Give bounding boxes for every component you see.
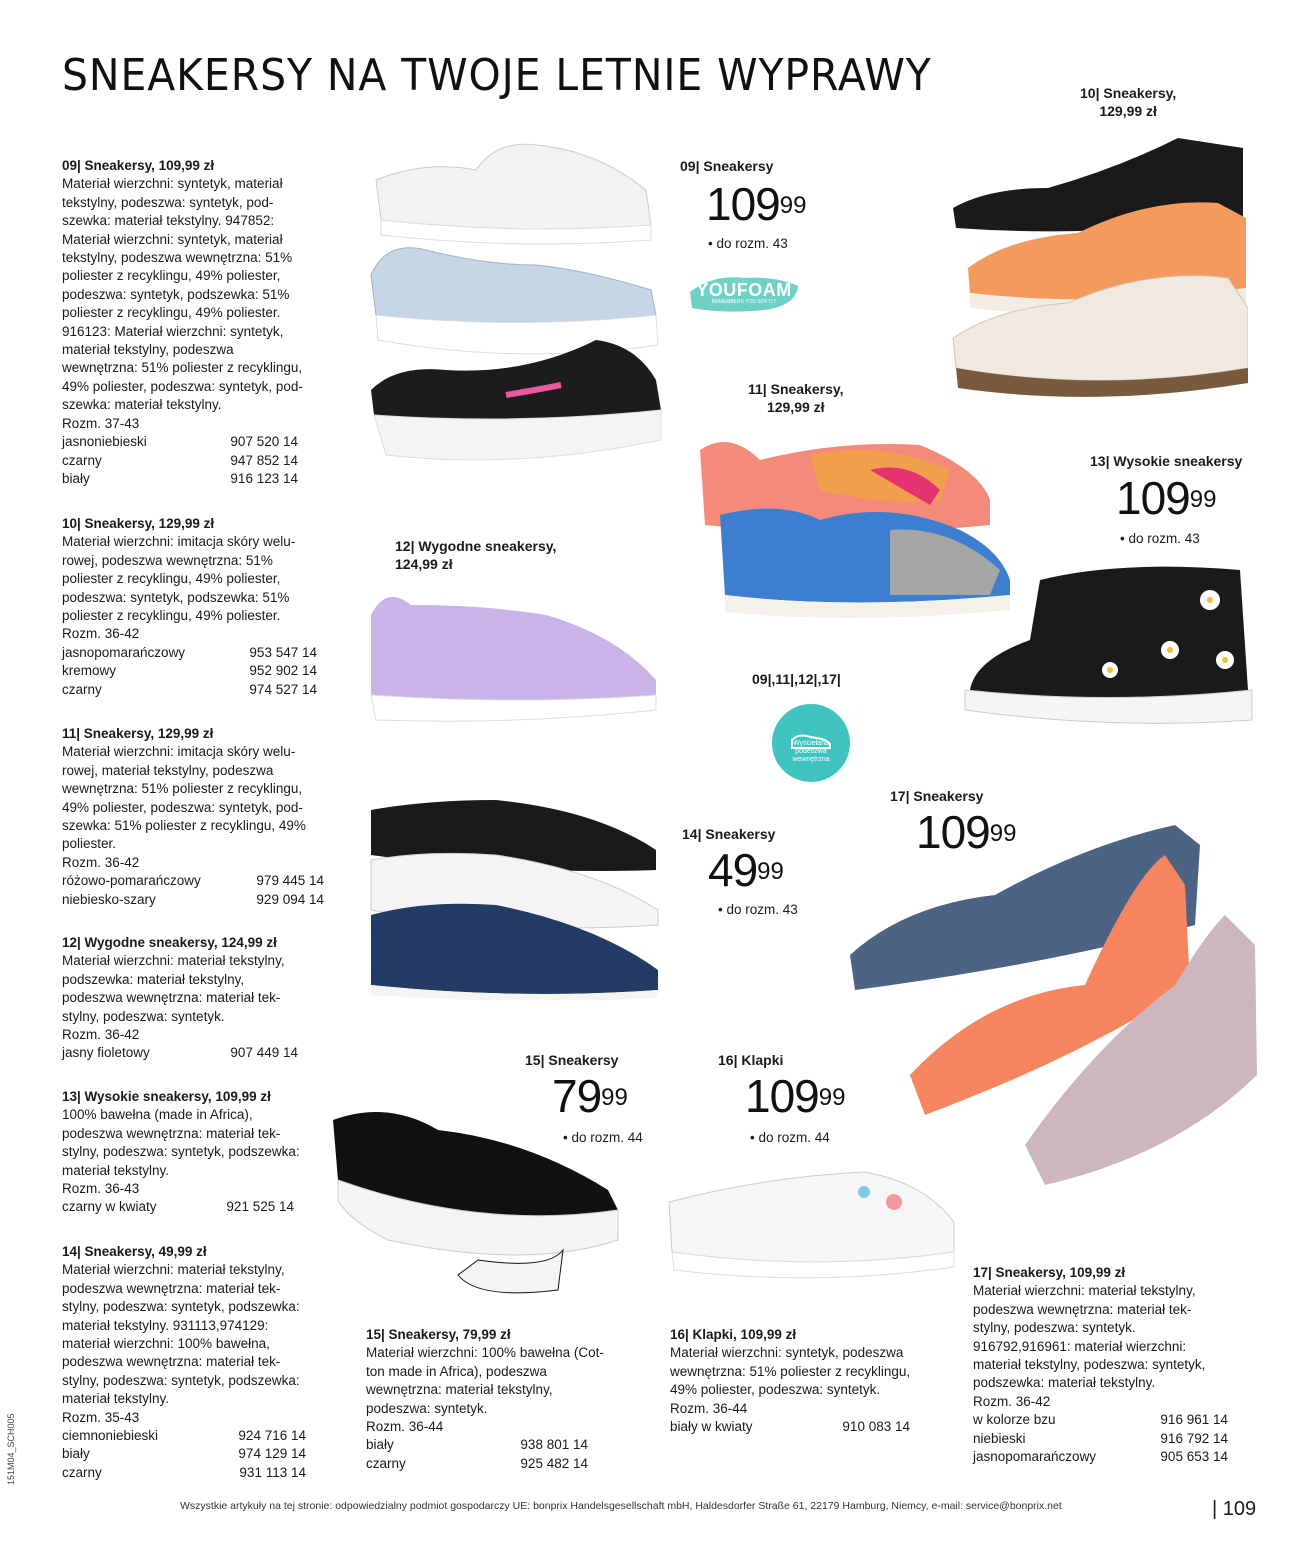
lowtop-black-shoe	[333, 1112, 618, 1293]
slipon-black-shoe	[371, 340, 661, 460]
page-title: SNEAKERSY NA TWOJE LETNIE WYPRAWY	[62, 50, 932, 101]
product-09-details	[62, 157, 342, 488]
variant-name: biały	[62, 470, 90, 486]
catalog-code: 151M04_SCH005	[6, 1413, 16, 1485]
product-11-details	[62, 725, 347, 909]
size-note-09: • do rozm. 43	[708, 236, 788, 251]
product-15-details	[366, 1326, 646, 1473]
price-cents: 99	[757, 858, 784, 885]
variant-name: czarny	[62, 452, 102, 468]
variant-code: 979 445 14	[256, 873, 324, 889]
youfoam-logo	[684, 270, 804, 316]
price-cents: 99	[1189, 486, 1217, 513]
variant-code: 907 520 14	[230, 434, 298, 450]
price-main: 109	[706, 178, 780, 230]
insole-label: 09|,11|,12|,17|	[752, 671, 841, 687]
product-15-image	[328, 1100, 628, 1300]
hightop-floral-shoe	[965, 567, 1252, 724]
price-16	[745, 1072, 845, 1120]
variant-code: 905 653 14	[1160, 1449, 1228, 1465]
variant-name: różowo-pomarańczowy	[62, 873, 201, 889]
product-heading: 17| Sneakersy, 109,99 zł	[973, 1265, 1126, 1280]
product-description: Materiał wierzchni: materiał tekstylny, podeszwa wewnętrzna: materiał tek- stylny, podeszwa: syntetyk, podszewka: materiał tekstylny. 931113,974129: materiał wierzchni: 100% bawełna, podeszwa wewnętrzna: materiał tek- stylny, podeszwa: syntetyk, podszewka: materiał tekstylny. Rozm. 35-43	[62, 1262, 300, 1425]
variant-name: jasny fioletowy	[62, 1045, 150, 1061]
price-main: 109	[916, 806, 990, 858]
variant-name: ciemnoniebieski	[62, 1428, 159, 1444]
variant-name: jasnopomarańczowy	[973, 1449, 1097, 1465]
page-number: | 109	[1212, 1498, 1257, 1520]
product-heading: 10| Sneakersy, 129,99 zł	[62, 516, 215, 531]
product-13-details	[62, 1088, 347, 1217]
price-cents: 99	[601, 1084, 628, 1111]
sneaker-lilac-shoe	[371, 597, 656, 721]
variant-name: czarny	[366, 1455, 406, 1471]
youfoam-brand: YOUFOAM	[696, 280, 792, 300]
product-10-image	[948, 128, 1248, 408]
variant-code: 916 792 14	[1160, 1430, 1228, 1446]
product-09-image	[366, 140, 666, 470]
variant-name: niebiesko-szary	[62, 891, 156, 907]
footer-legal-text: Wszystkie artykuły na tej stronie: odpowiedzialny podmiot gospodarczy UE: bonprix Handelsgesellschaft mbH, Haldesdorfer Straße 61, 22179 Hamburg, Niemcy, e-mail: service@bonprix.net	[180, 1500, 1062, 1512]
callout-17-label: 17| Sneakersy	[890, 788, 984, 804]
insole-badge	[772, 704, 850, 782]
product-12-image	[366, 585, 661, 725]
size-note-16: • do rozm. 44	[750, 1130, 830, 1145]
price-14	[708, 846, 784, 894]
variant-name: czarny	[62, 1464, 102, 1480]
variant-name: jasnoniebieski	[62, 434, 147, 450]
price-09	[706, 180, 806, 228]
variant-code: 974 129 14	[238, 1446, 306, 1462]
product-description: Materiał wierzchni: materiał tekstylny, podszewka: materiał tekstylny, podeszwa wewnętrzna: materiał tek- stylny, podeszwa: syntetyk. Rozm. 36-42	[62, 953, 285, 1043]
variant-name: biały	[366, 1437, 394, 1453]
callout-16-label: 16| Klapki	[718, 1052, 784, 1068]
product-14-image	[366, 790, 666, 1000]
product-description: Materiał wierzchni: syntetyk, materiał tekstylny, podeszwa: syntetyk, pod- szewka: materiał tekstylny. 947852: Materiał wierzchni: syntetyk, materiał tekstylny, podeszwa wewnętrzna: 51% poliester z recyklingu, 49% poliester, podeszwa: syntetyk, podszewka: 51% poliester z recyklingu, 49% poliester. 916123: Materiał wierzchni: syntetyk, materiał tekstylny, podeszwa wewnętrzna: 51% poliester z recyklingu, 49% poliester, podeszwa: syntetyk, pod- szewka: materiał tekstylny. Rozm. 37-43	[62, 176, 303, 431]
variant-code: 916 123 14	[230, 470, 298, 486]
size-note-13: • do rozm. 43	[1120, 531, 1200, 546]
variant-code: 929 094 14	[256, 891, 324, 907]
price-13	[1116, 474, 1216, 522]
product-description: Materiał wierzchni: imitacja skóry welu- rowej, podeszwa wewnętrzna: 51% poliester z recyklingu, 49% poliester, podeszwa: syntetyk, podszewka: 51% poliester z recyklingu, 49% poliester. Rozm. 36-42	[62, 534, 296, 642]
variant-name: niebieski	[973, 1430, 1026, 1446]
size-note-15: • do rozm. 44	[563, 1130, 643, 1145]
callout-10-label: 10| Sneakersy, 129,99 zł	[1080, 85, 1177, 119]
callout-13-label: 13| Wysokie sneakersy	[1090, 453, 1243, 469]
variant-code: 947 852 14	[230, 452, 298, 468]
variant-code: 916 961 14	[1160, 1412, 1228, 1428]
product-description: Materiał wierzchni: 100% bawełna (Cot- ton made in Africa), podeszwa wewnętrzna: materiał tekstylny, podeszwa: syntetyk. Rozm. 36-44	[366, 1345, 604, 1435]
product-description: Materiał wierzchni: imitacja skóry welu- rowej, materiał tekstylny, podeszwa wewnętrzna: 51% poliester z recyklingu, 49% poliester, podeszwa: syntetyk, pod- szewka: 51% poliester z recyklingu, 49% poliester. Rozm. 36-42	[62, 744, 306, 870]
price-main: 49	[708, 844, 758, 896]
slipon-white-shoe	[376, 144, 651, 244]
variant-code: 931 113 14	[239, 1464, 306, 1480]
price-main: 79	[552, 1070, 602, 1122]
product-16-details	[670, 1326, 955, 1436]
product-14-details	[62, 1243, 347, 1482]
variant-code: 938 801 14	[520, 1437, 588, 1453]
variant-code: 953 547 14	[249, 644, 317, 660]
size-note-14: • do rozm. 43	[718, 902, 798, 917]
variant-code: 925 482 14	[520, 1455, 588, 1471]
product-heading: 13| Wysokie sneakersy, 109,99 zł	[62, 1089, 271, 1104]
callout-14-label: 14| Sneakersy	[682, 826, 776, 842]
product-heading: 16| Klapki, 109,99 zł	[670, 1327, 797, 1342]
price-cents: 99	[779, 192, 807, 219]
price-cents: 99	[989, 820, 1017, 847]
variant-name: biały w kwiaty	[670, 1419, 753, 1435]
product-10-details	[62, 515, 342, 699]
product-heading: 15| Sneakersy, 79,99 zł	[366, 1327, 511, 1342]
variant-name: czarny w kwiaty	[62, 1199, 157, 1215]
product-heading: 09| Sneakersy, 109,99 zł	[62, 158, 215, 173]
product-13-image	[960, 560, 1255, 730]
product-heading: 11| Sneakersy, 129,99 zł	[62, 726, 214, 741]
callout-12-label: 12| Wygodne sneakersy, 124,99 zł	[395, 538, 557, 572]
variant-name: czarny	[62, 681, 102, 697]
variant-name: biały	[62, 1446, 90, 1462]
youfoam-tagline: REMEMBERS YOU SOFTLY	[711, 299, 777, 305]
insole-badge-text: Wyściełana podeszwa wewnętrzna	[792, 740, 830, 763]
variant-code: 974 527 14	[249, 681, 317, 697]
price-main: 109	[745, 1070, 819, 1122]
slipon-blue-shoe	[371, 248, 658, 354]
variant-code: 907 449 14	[230, 1045, 298, 1061]
product-description: Materiał wierzchni: syntetyk, podeszwa wewnętrzna: 51% poliester z recyklingu, 49% poliester, podeszwa: syntetyk. Rozm. 36-44	[670, 1345, 911, 1416]
product-17-details	[973, 1264, 1263, 1466]
product-heading: 14| Sneakersy, 49,99 zł	[62, 1244, 207, 1259]
variant-name: kremowy	[62, 663, 117, 679]
product-17-image	[845, 815, 1265, 1200]
product-12-details	[62, 934, 342, 1063]
price-main: 109	[1116, 472, 1190, 524]
variant-code: 921 525 14	[226, 1199, 294, 1215]
callout-11-label: 11| Sneakersy, 129,99 zł	[748, 381, 844, 415]
variant-code: 952 902 14	[249, 663, 317, 679]
variant-name: jasnopomarańczowy	[62, 644, 186, 660]
callout-09-label: 09| Sneakersy	[680, 158, 774, 174]
price-cents: 99	[818, 1084, 846, 1111]
callout-15-label: 15| Sneakersy	[525, 1052, 619, 1068]
product-description: 100% bawełna (made in Africa), podeszwa wewnętrzna: materiał tek- stylny, podeszwa: syntetyk, podszewka: materiał tekstylny. Rozm. 36-43	[62, 1107, 300, 1197]
variant-name: w kolorze bzu	[973, 1412, 1056, 1428]
product-heading: 12| Wygodne sneakersy, 124,99 zł	[62, 935, 277, 950]
variant-code: 924 716 14	[238, 1428, 306, 1444]
variant-code: 910 083 14	[842, 1419, 910, 1435]
product-description: Materiał wierzchni: materiał tekstylny, podeszwa wewnętrzna: materiał tek- stylny, podeszwa: syntetyk. 916792,916961: materiał wierzchni: materiał tekstylny, podeszwa: syntetyk, podszewka: materiał tekstylny. Rozm. 36-42	[973, 1283, 1206, 1409]
